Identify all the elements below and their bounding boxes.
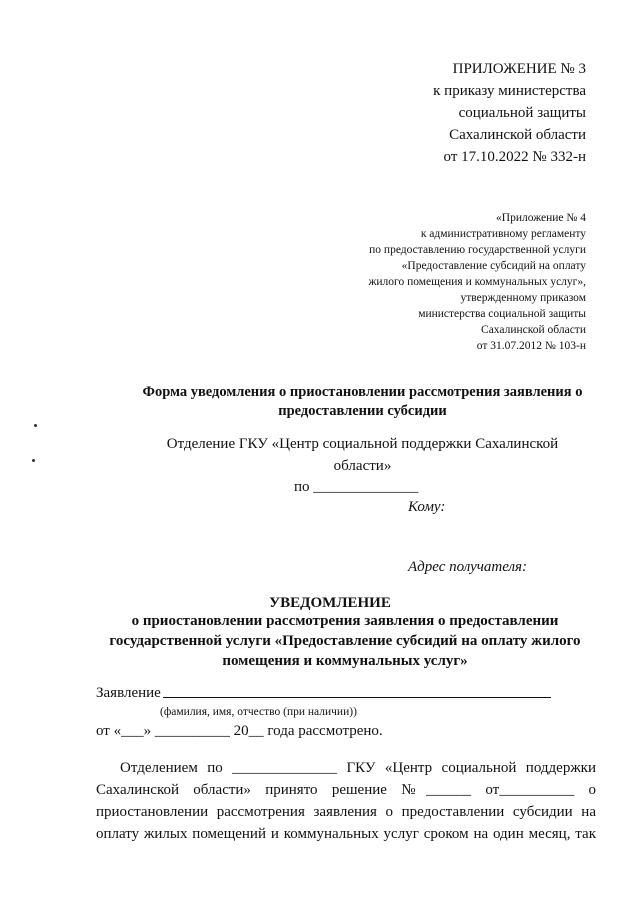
body-line: оплату жилых помещений и коммунальных услуг сроком на один месяц, так (96, 826, 596, 842)
body-paragraph (96, 757, 596, 845)
form-title-line: предоставлении субсидии (278, 403, 447, 419)
notice-subtitle-line: помещения и коммунальных услуг» (222, 653, 468, 669)
appendix4-line: утвержденному приказом (460, 292, 586, 304)
po-line: по ______________ (294, 479, 419, 495)
notice-title: УВЕДОМЛЕНИЕ (269, 595, 391, 611)
appendix4-line: «Предоставление субсидий на оплату (401, 260, 586, 272)
address-label: Адрес получателя: (408, 559, 528, 575)
appendix3-line: социальной защиты (458, 105, 586, 121)
appendix4-line: «Приложение № 4 (496, 212, 586, 224)
form-title (120, 383, 605, 421)
recipient-label: Кому: (408, 499, 446, 515)
appendix3-line: от 17.10.2022 № 332-н (443, 149, 586, 165)
organization-block (120, 433, 605, 477)
form-title-line: Форма уведомления о приостановлении рассмотрения заявления о (142, 384, 583, 400)
appendix4-line: министерства социальной защиты (418, 308, 586, 320)
appendix3-line: Сахалинской области (449, 127, 586, 143)
notice-subtitle-line: государственной услуги «Предоставление субсидий на оплату жилого (109, 633, 581, 649)
organization-line: Отделение ГКУ «Центр социальной поддержки Сахалинской (166, 436, 559, 452)
appendix4-line: Сахалинской области (481, 324, 586, 336)
appendix4-block (286, 210, 586, 354)
scan-speck (32, 459, 35, 462)
scan-speck (34, 424, 37, 427)
appendix3-block (326, 58, 586, 168)
appendix4-line: по предоставлению государственной услуги (369, 244, 586, 256)
fio-hint: (фамилия, имя, отчество (при наличии)) (160, 706, 357, 718)
appendix3-line: к приказу министерства (433, 83, 586, 99)
organization-line: области» (333, 458, 392, 474)
application-blank-line (163, 697, 551, 698)
date-line: от «___» __________ 20__ года рассмотрено. (96, 723, 383, 739)
appendix3-line: ПРИЛОЖЕНИЕ № 3 (452, 61, 586, 77)
appendix4-line: жилого помещения и коммунальных услуг», (368, 276, 586, 288)
body-line: Сахалинской области» принято решение №______ от__________ о (96, 782, 596, 798)
notice-subtitle (80, 611, 610, 671)
appendix4-line: от 31.07.2012 № 103-н (476, 340, 586, 352)
body-line: приостановлении рассмотрения заявления о предоставлении субсидии на (96, 804, 596, 820)
body-line: Отделением по ______________ ГКУ «Центр социальной поддержки (120, 760, 596, 776)
appendix4-line: к административному регламенту (420, 228, 586, 240)
notice-subtitle-line: о приостановлении рассмотрения заявления о предоставлении (131, 613, 559, 629)
application-label: Заявление (96, 685, 161, 701)
